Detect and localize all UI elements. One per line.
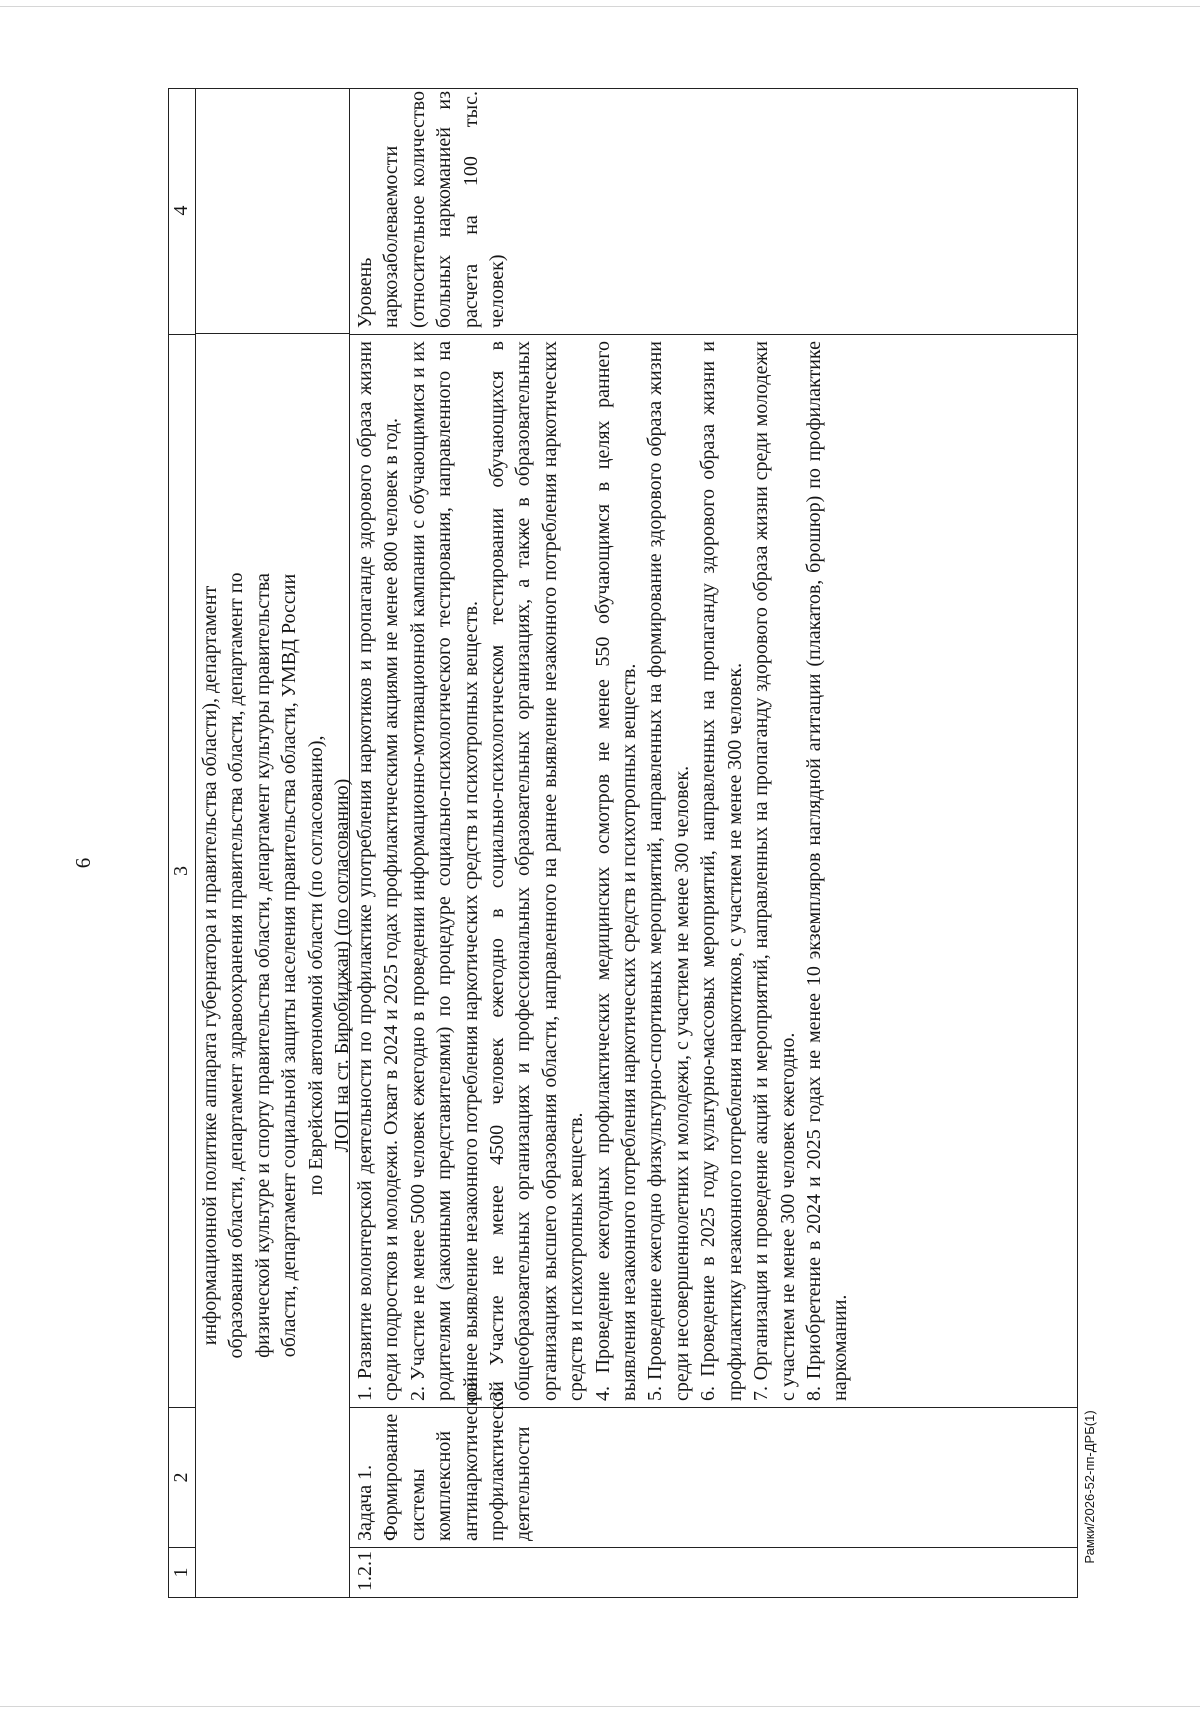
task-title-line: Задача 1.: [354, 1464, 376, 1541]
participants-line: образования области, департамент здравоохранения правительства области, департамент по: [225, 572, 248, 1359]
measure-item: 5. Проведение ежегодно физкультурно-спортивных мероприятий, направленных на формирование здорового образа жизни среди несовершеннолетних и молодежи, с участием не менее 300 человек.: [644, 341, 693, 1401]
participants-row: [196, 89, 354, 1597]
indicator-cell: [350, 87, 1077, 334]
scan-edge-top: [0, 6, 1200, 7]
participants-line: области, департамент социальной защиты населения правительства области, УМВД России: [278, 573, 301, 1358]
scan-edge-bottom: [0, 1706, 1200, 1707]
measure-item: 4. Проведение ежегодных профилактических медицинских осмотров не менее 550 обучающимся в целях раннего выявления незаконного потребления наркотических средств и психотропных веществ.: [591, 341, 641, 1401]
column-divider: [196, 333, 349, 334]
participants-line: по Еврейской автономной области (по согласованию),: [304, 735, 327, 1196]
document-code: Рамки/2026-52-пп-ДРБ(1): [1082, 1410, 1097, 1564]
column-number-4: 4: [170, 205, 192, 216]
participants-line: физической культуре и спорту правительства области, департамент культуры правительства: [251, 573, 274, 1358]
measure-item: 2. Участие не менее 5000 человек ежегодно в проведении информационно-мотивационной кампании с обучающимися и их родителями (законными представителями) по процедуре социально-психологического тестирования, направленного на раннее выявление незаконного потребления наркотических средств и психотропных веществ.: [406, 341, 482, 1401]
table-row: [350, 89, 1077, 1597]
participants-line: информационной политике аппарата губернатора и правительства области), департамент: [199, 585, 221, 1346]
measure-item: 8. Приобретение в 2024 и 2025 годах не менее 10 экземпляров наглядной агитации (плакатов, брошюр) по профилактике наркомании.: [802, 341, 852, 1401]
task-title-line: антинаркотической: [459, 1376, 482, 1541]
task-title-line: профилактической: [486, 1381, 509, 1541]
measure-item: 7. Организация и проведение акций и мероприятий, направленных на пропаганду здорового образа жизни среди молодежи с участием не менее 300 человек ежегодно.: [750, 341, 799, 1401]
task-title-line: деятельности: [512, 1426, 535, 1541]
task-title-line: комплексной: [433, 1430, 456, 1541]
column-number-1: 1: [169, 1547, 195, 1597]
row-number: 1.2.1: [350, 1547, 1077, 1597]
indicator-text: Уровень наркозаболеваемости (относительное количество больных наркоманией из расчета на 100 тыс. человек): [354, 91, 509, 328]
task-title-line: Формирование: [380, 1413, 403, 1541]
column-number-row: [169, 89, 196, 1597]
measure-item: 6. Проведение в 2025 году культурно-массовых мероприятий, направленных на пропаганду здорового образа жизни и профилактику незаконного потребления наркотиков, с участием не менее 300 человек.: [697, 341, 746, 1401]
task-title: [350, 1376, 1077, 1547]
participants-text: [197, 334, 355, 1597]
measures-cell: [350, 334, 1077, 1407]
column-number-3: 3: [169, 334, 195, 1407]
page-number: 6: [71, 857, 95, 869]
measure-item: 1. Развитие волонтерской деятельности по профилактике употребления наркотиков и пропаганде здорового образа жизни среди подростков и молодежи. Охват в 2024 и 2025 годах профилактическими акциями не менее 800 человек в год.: [354, 341, 403, 1401]
measure-item: 3. Участие не менее 4500 человек ежегодно в социально-психологическом тестировании обучающихся в общеобразовательных организациях и профессиональных образовательных организациях, а также в образовательных организациях высшего образования области, направленного на раннее выявление незаконного потребления наркотических средств и психотропных веществ.: [486, 341, 588, 1401]
program-table: [168, 88, 1078, 1598]
task-title-line: системы: [406, 1468, 429, 1541]
participants-line: ЛОП на ст. Биробиджан) (по согласованию): [331, 778, 354, 1153]
column-number-2: 2: [169, 1407, 195, 1547]
